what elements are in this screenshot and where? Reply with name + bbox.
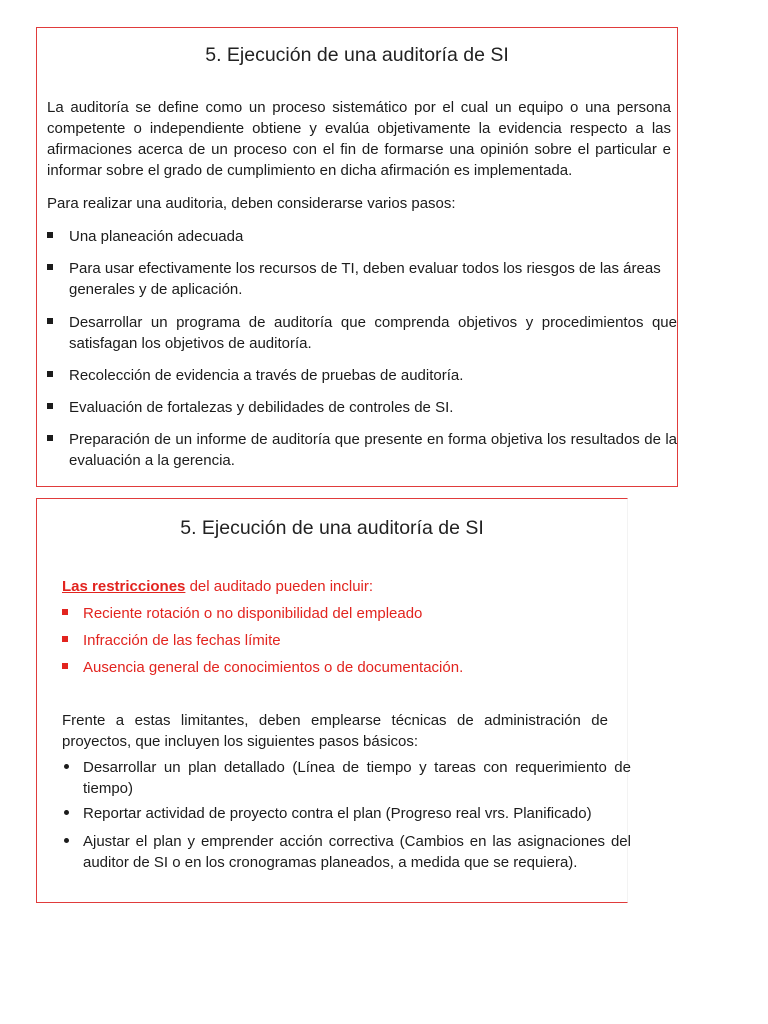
- techniques-intro: Frente a estas limitantes, deben emplearse técnicas de administración de proyectos, que incluyen los siguientes pasos básicos:: [62, 712, 608, 750]
- list-item: [62, 803, 631, 824]
- list-item: [62, 757, 631, 799]
- restrictions-heading-rest: del auditado pueden incluir:: [185, 578, 374, 595]
- list-item: [62, 831, 631, 873]
- step-text: Desarrollar un programa de auditoría que comprenda objetivos y procedimientos que satisfagan los objetivos de auditoría.: [69, 314, 677, 352]
- bullet-square-icon: [62, 609, 68, 615]
- slide-title: 5. Ejecución de una auditoría de SI: [205, 44, 509, 66]
- bullet-square-icon: [47, 232, 53, 238]
- step-text: Ajustar el plan y emprender acción correctiva (Cambios en las asignaciones del auditor de SI o en los cronogramas planeados, a medida que se requiera).: [83, 833, 631, 871]
- list-item: [47, 226, 689, 247]
- step-text: Desarrollar un plan detallado (Línea de tiempo y tareas con requerimiento de tiempo): [83, 759, 631, 797]
- slide-title: 5. Ejecución de una auditoría de SI: [180, 517, 484, 539]
- slide-audit-restrictions: [36, 498, 631, 903]
- step-text: Una planeación adecuada: [69, 228, 244, 245]
- bullet-square-icon: [47, 371, 53, 377]
- step-text: Reportar actividad de proyecto contra el plan (Progreso real vrs. Planificado): [83, 805, 592, 822]
- definition-paragraph: La auditoría se define como un proceso sistemático por el cual un equipo o una persona competente o independiente obtiene y evalúa objetivamente la evidencia respecto a las afirmaciones acerca de un proceso con el fin de formarse una opinión sobre el particular e informar sobre el grado de cumplimiento en dicha afirmación es implementada.: [47, 99, 671, 179]
- list-item: [47, 312, 677, 354]
- bullet-dot-icon: [64, 838, 69, 843]
- restriction-text: Ausencia general de conocimientos o de documentación.: [83, 659, 464, 676]
- step-text: Recolección de evidencia a través de pruebas de auditoría.: [69, 367, 464, 384]
- bullet-square-icon: [47, 435, 53, 441]
- step-text: Preparación de un informe de auditoría que presente en forma objetiva los resultados de la evaluación a la gerencia.: [69, 431, 677, 469]
- step-text: Para usar efectivamente los recursos de TI, deben evaluar todos los riesgos de las áreas generales y de aplicación.: [69, 260, 661, 298]
- list-item: [47, 258, 677, 300]
- list-item: [62, 657, 623, 678]
- list-item: [62, 603, 623, 624]
- bullet-square-icon: [47, 318, 53, 324]
- bullet-square-icon: [62, 663, 68, 669]
- restriction-text: Reciente rotación o no disponibilidad del empleado: [83, 605, 423, 622]
- restrictions-heading: [62, 576, 612, 597]
- restriction-text: Infracción de las fechas límite: [83, 632, 281, 649]
- bullet-square-icon: [62, 636, 68, 642]
- list-item: [47, 397, 677, 418]
- step-text: Evaluación de fortalezas y debilidades de controles de SI.: [69, 399, 454, 416]
- restrictions-heading-bold: Las restricciones: [62, 578, 186, 595]
- list-item: [47, 429, 677, 471]
- bullet-square-icon: [47, 264, 53, 270]
- bullet-dot-icon: [64, 764, 69, 769]
- list-item: [47, 365, 677, 386]
- slide-audit-execution-steps: [36, 27, 678, 487]
- bullet-square-icon: [47, 403, 53, 409]
- steps-lead-text: Para realizar una auditoria, deben considerarse varios pasos:: [47, 195, 456, 212]
- list-item: [62, 630, 623, 651]
- bullet-dot-icon: [64, 810, 69, 815]
